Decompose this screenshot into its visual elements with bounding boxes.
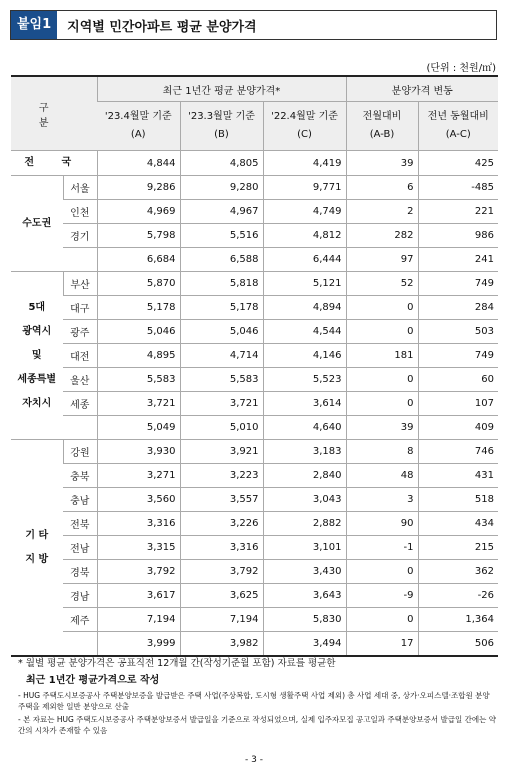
table-cell: 221 xyxy=(418,200,498,224)
national-label: 전 국 xyxy=(11,151,97,176)
table-cell: 4,969 xyxy=(97,200,180,224)
table-row xyxy=(11,224,498,248)
footnotes xyxy=(18,655,498,736)
footnote-1-emphasis xyxy=(26,671,498,686)
price-table xyxy=(11,75,498,657)
col-ac-sub: (A-C) xyxy=(445,129,471,140)
table-cell: 3,617 xyxy=(97,584,180,608)
table-row xyxy=(11,200,498,224)
region-name: 세종 xyxy=(63,392,97,416)
region-name: 울산 xyxy=(63,368,97,392)
col-ab-label: 전월대비 xyxy=(362,111,402,122)
subtotal-cell: 3,982 xyxy=(180,632,263,657)
table-cell: 3,316 xyxy=(97,512,180,536)
table-cell: 3,625 xyxy=(180,584,263,608)
region-name: 대전 xyxy=(63,344,97,368)
table-cell: 3,101 xyxy=(263,536,346,560)
table-cell: 3,223 xyxy=(180,464,263,488)
region-group-label-line: 지 방 xyxy=(25,553,49,565)
region-group-label-line: 5대 xyxy=(28,301,46,313)
table-cell: 5,583 xyxy=(97,368,180,392)
table-cell: 5,830 xyxy=(263,608,346,632)
title-box xyxy=(10,10,497,40)
col-ac-header xyxy=(418,102,498,151)
subtotal-cell: 5,010 xyxy=(180,416,263,440)
table-cell: 503 xyxy=(418,320,498,344)
table-cell: 4,544 xyxy=(263,320,346,344)
footnote-2: - HUG 주택도시보증공사 주택분양보증을 발급받은 주택 사업(주상복합, 도시형 생활주택 사업 제외) 총 사업 세대 중, 상가·오피스텔·조합원 분양 주택을 제외한 일반 분양으로 산출 xyxy=(18,691,490,711)
table-cell: 9,286 xyxy=(97,176,180,200)
table-cell: 0 xyxy=(346,296,418,320)
national-row xyxy=(11,151,498,176)
table-cell: 4,749 xyxy=(263,200,346,224)
table-cell: 5,516 xyxy=(180,224,263,248)
table-cell: 518 xyxy=(418,488,498,512)
region-group-label-line: 세종특별 xyxy=(17,373,57,385)
table-cell: 3,614 xyxy=(263,392,346,416)
table-cell: 4,419 xyxy=(263,151,346,176)
page-number: - 3 - xyxy=(245,755,263,765)
table-cell: 434 xyxy=(418,512,498,536)
subtotal-row xyxy=(11,416,498,440)
table-cell: -1 xyxy=(346,536,418,560)
subtotal-cell: 4,640 xyxy=(263,416,346,440)
table-row xyxy=(11,368,498,392)
table-cell: 3,721 xyxy=(97,392,180,416)
table-cell: 4,967 xyxy=(180,200,263,224)
table-cell: 4,895 xyxy=(97,344,180,368)
table-row xyxy=(11,584,498,608)
table-cell: 3,557 xyxy=(180,488,263,512)
footnote-1-bold: 최근 1년간 평균가격으로 작성 xyxy=(26,675,160,686)
table-cell: 749 xyxy=(418,344,498,368)
col-ac-label: 전년 동월대비 xyxy=(427,111,489,122)
region-group-label xyxy=(11,440,63,657)
table-cell: 3,183 xyxy=(263,440,346,464)
table-cell: 431 xyxy=(418,464,498,488)
col-c-sub: (C) xyxy=(297,129,312,140)
region-group-label-line: 자치시 xyxy=(22,397,52,409)
table-row xyxy=(11,536,498,560)
footnote-1: * 월별 평균 분양가격은 공표직전 12개월 간(작성기준월 포함) 자료를 평균한 xyxy=(18,658,336,669)
region-name: 부산 xyxy=(63,272,97,296)
table-cell: 9,280 xyxy=(180,176,263,200)
table-cell: 90 xyxy=(346,512,418,536)
table-row xyxy=(11,272,498,296)
subtotal-cell: 409 xyxy=(418,416,498,440)
region-name: 경남 xyxy=(63,584,97,608)
region-name: 제주 xyxy=(63,608,97,632)
region-group-label: 수도권 xyxy=(11,176,63,272)
table-cell: 2,882 xyxy=(263,512,346,536)
table-cell: 5,046 xyxy=(97,320,180,344)
table-cell: 3,792 xyxy=(97,560,180,584)
attachment-badge: 붙임1 xyxy=(11,11,57,39)
table-cell: 986 xyxy=(418,224,498,248)
subtotal-cell: 6,588 xyxy=(180,248,263,272)
table-cell: 4,844 xyxy=(97,151,180,176)
table-cell: 8 xyxy=(346,440,418,464)
table-cell: 3,315 xyxy=(97,536,180,560)
region-name: 충북 xyxy=(63,464,97,488)
subtotal-blank xyxy=(63,632,97,657)
table-row xyxy=(11,560,498,584)
col-a-header xyxy=(97,102,180,151)
table-cell: 3,792 xyxy=(180,560,263,584)
subtotal-cell: 6,684 xyxy=(97,248,180,272)
table-cell: 3,316 xyxy=(180,536,263,560)
table-cell: 2 xyxy=(346,200,418,224)
table-cell: 52 xyxy=(346,272,418,296)
col-a-sub: (A) xyxy=(130,129,146,140)
table-cell: 3,430 xyxy=(263,560,346,584)
table-cell: 181 xyxy=(346,344,418,368)
table-cell: 5,870 xyxy=(97,272,180,296)
region-name: 서울 xyxy=(63,176,97,200)
table-row xyxy=(11,392,498,416)
table-cell: 215 xyxy=(418,536,498,560)
subtotal-cell: 506 xyxy=(418,632,498,657)
region-group-label xyxy=(11,272,63,440)
table-cell: 5,818 xyxy=(180,272,263,296)
table-cell: 5,523 xyxy=(263,368,346,392)
table-cell: 362 xyxy=(418,560,498,584)
table-cell: 749 xyxy=(418,272,498,296)
col-ab-header xyxy=(346,102,418,151)
table-cell: 3,043 xyxy=(263,488,346,512)
table-cell: 4,812 xyxy=(263,224,346,248)
table-cell: 4,805 xyxy=(180,151,263,176)
table-row xyxy=(11,176,498,200)
subtotal-blank xyxy=(63,416,97,440)
table-cell: 746 xyxy=(418,440,498,464)
table-cell: 48 xyxy=(346,464,418,488)
table-cell: 5,121 xyxy=(263,272,346,296)
col-a-label: '23.4월말 기준 xyxy=(104,111,172,122)
subtotal-cell: 97 xyxy=(346,248,418,272)
table-cell: -9 xyxy=(346,584,418,608)
table-cell: 39 xyxy=(346,151,418,176)
region-group-label-line: 광역시 xyxy=(22,325,52,337)
table-cell: 2,840 xyxy=(263,464,346,488)
region-name: 경북 xyxy=(63,560,97,584)
region-name: 광주 xyxy=(63,320,97,344)
subtotal-cell: 39 xyxy=(346,416,418,440)
subtotal-cell: 5,049 xyxy=(97,416,180,440)
subtotal-cell: 241 xyxy=(418,248,498,272)
table-row xyxy=(11,464,498,488)
table-cell: 3 xyxy=(346,488,418,512)
table-cell: 0 xyxy=(346,560,418,584)
table-cell: 3,560 xyxy=(97,488,180,512)
table-cell: 3,921 xyxy=(180,440,263,464)
col-c-label: '22.4월말 기준 xyxy=(271,111,338,122)
table-row xyxy=(11,296,498,320)
region-name: 대구 xyxy=(63,296,97,320)
table-cell: 282 xyxy=(346,224,418,248)
table-cell: 0 xyxy=(346,608,418,632)
region-group-label-line: 및 xyxy=(31,349,42,361)
table-cell: 4,146 xyxy=(263,344,346,368)
table-cell: 7,194 xyxy=(97,608,180,632)
page-title: 지역별 민간아파트 평균 분양가격 xyxy=(67,19,257,35)
table-cell: 107 xyxy=(418,392,498,416)
category-header: 구 분 xyxy=(11,76,97,151)
table-row xyxy=(11,320,498,344)
table-cell: 1,364 xyxy=(418,608,498,632)
subtotal-cell: 3,494 xyxy=(263,632,346,657)
table-cell: 284 xyxy=(418,296,498,320)
table-cell: 5,583 xyxy=(180,368,263,392)
region-name: 강원 xyxy=(63,440,97,464)
region-name: 충남 xyxy=(63,488,97,512)
unit-label: (단위 : 천원/㎡) xyxy=(426,63,496,74)
table-cell: 5,798 xyxy=(97,224,180,248)
subtotal-row xyxy=(11,632,498,657)
subtotal-cell: 17 xyxy=(346,632,418,657)
table-cell: 0 xyxy=(346,320,418,344)
table-cell: 0 xyxy=(346,392,418,416)
footnote-3: - 본 자료는 HUG 주택도시보증공사 주택분양보증서 발급일을 기준으로 작성되었으며, 실제 입주자모집 공고일과 주택분양보증서 발급일 간에는 약간의 시차가 존재할 수 있음 xyxy=(18,715,496,735)
subtotal-cell: 3,999 xyxy=(97,632,180,657)
table-row xyxy=(11,488,498,512)
region-name: 전북 xyxy=(63,512,97,536)
region-name: 인천 xyxy=(63,200,97,224)
region-name: 경기 xyxy=(63,224,97,248)
table-cell: 425 xyxy=(418,151,498,176)
table-cell: 5,178 xyxy=(97,296,180,320)
col-ab-sub: (A-B) xyxy=(369,129,395,140)
subtotal-blank xyxy=(63,248,97,272)
table-cell: -485 xyxy=(418,176,498,200)
table-cell: -26 xyxy=(418,584,498,608)
col-b-header xyxy=(180,102,263,151)
group1-header: 최근 1년간 평균 분양가격* xyxy=(97,76,346,102)
table-cell: 9,771 xyxy=(263,176,346,200)
table-row xyxy=(11,512,498,536)
table-cell: 3,226 xyxy=(180,512,263,536)
col-b-sub: (B) xyxy=(214,129,229,140)
table-cell: 60 xyxy=(418,368,498,392)
region-name: 전남 xyxy=(63,536,97,560)
table-cell: 6 xyxy=(346,176,418,200)
table-cell: 5,046 xyxy=(180,320,263,344)
table-cell: 4,894 xyxy=(263,296,346,320)
table-cell: 0 xyxy=(346,368,418,392)
table-row xyxy=(11,344,498,368)
region-group-label-line: 기 타 xyxy=(25,529,49,541)
table-cell: 7,194 xyxy=(180,608,263,632)
table-cell: 5,178 xyxy=(180,296,263,320)
col-c-header xyxy=(263,102,346,151)
subtotal-row xyxy=(11,248,498,272)
col-b-label: '23.3월말 기준 xyxy=(188,111,255,122)
subtotal-cell: 6,444 xyxy=(263,248,346,272)
table-cell: 4,714 xyxy=(180,344,263,368)
table-cell: 3,721 xyxy=(180,392,263,416)
table-cell: 3,643 xyxy=(263,584,346,608)
table-row xyxy=(11,440,498,464)
group2-header: 분양가격 변동 xyxy=(346,76,498,102)
table-cell: 3,271 xyxy=(97,464,180,488)
table-cell: 3,930 xyxy=(97,440,180,464)
table-row xyxy=(11,608,498,632)
